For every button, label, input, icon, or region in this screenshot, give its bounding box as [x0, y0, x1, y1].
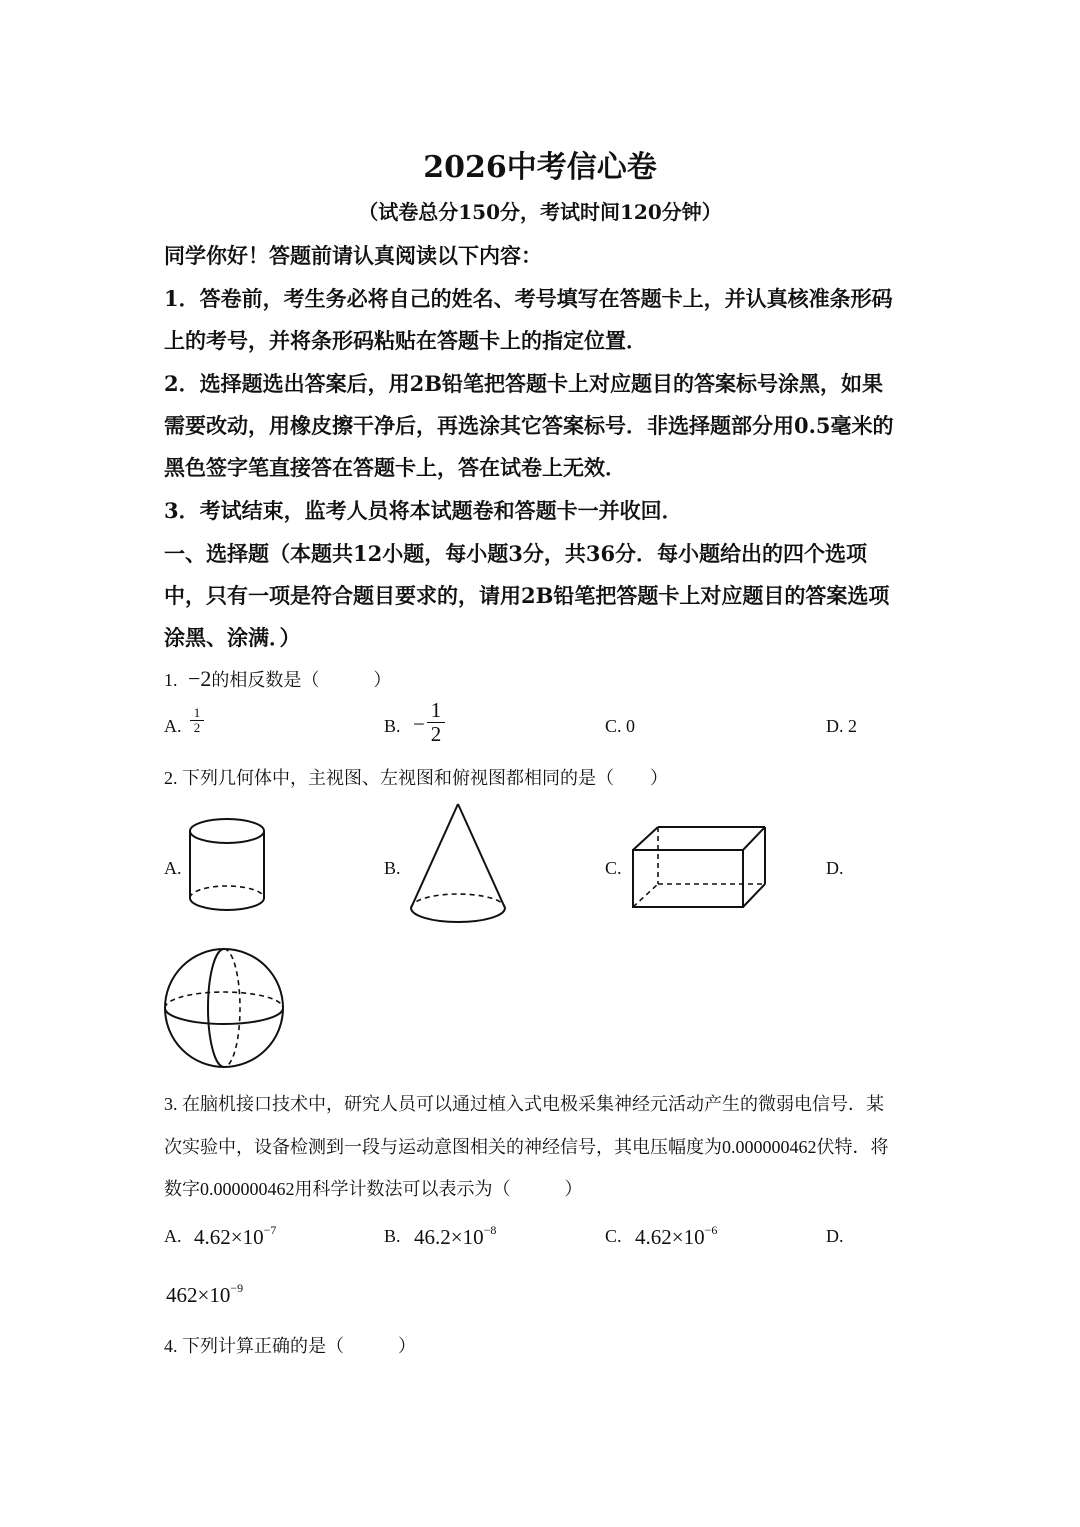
q3-option-d-label[interactable]: D. [826, 1226, 844, 1246]
q3-option-c-value: $4.62\times 10^{-6}$ [635, 1223, 718, 1249]
cone-icon [406, 800, 510, 928]
q2-option-a-label[interactable]: A. [164, 858, 182, 878]
section-1-heading-line-3: 涂黑、涂满．） [164, 625, 301, 650]
instructions-greeting: 同学你好！答题前请认真阅读以下内容： [164, 243, 542, 268]
page-subtitle: （试卷总分150分，考试时间120分钟） [358, 200, 722, 224]
sphere-icon [160, 946, 288, 1070]
q3-option-b-label[interactable]: B. [384, 1226, 401, 1246]
instruction-item-1-line-1: 1．答卷前，考生务必将自己的姓名、考号填写在答题卡上，并认真核准条形码 [164, 286, 893, 311]
question-3-line-3: 数字0.000000462用科学计数法可以表示为（ ） [164, 1179, 583, 1199]
q3-option-a-value: $4.62\times 10^{-7}$ [194, 1223, 277, 1249]
question-3-line-1: 3. 在脑机接口技术中，研究人员可以通过植入式电极采集神经元活动产生的微弱电信号．某 [164, 1094, 884, 1114]
section-1-heading-line-1: 一、选择题（本题共12小题，每小题3分，共36分．每小题给出的四个选项 [164, 541, 868, 566]
q1-option-d[interactable]: D. 2 [826, 716, 857, 736]
question-1-stem: 的相反数是（ ） [211, 670, 392, 690]
instruction-item-3: 3．考试结束，监考人员将本试题卷和答题卡一并收回． [164, 498, 683, 523]
question-2-stem: 2. 下列几何体中，主视图、左视图和俯视图都相同的是（ ） [164, 768, 668, 788]
q1-option-a-label[interactable]: A. [164, 716, 182, 736]
instruction-item-1-line-2: 上的考号，并将条形码粘贴在答题卡上的指定位置． [164, 328, 647, 353]
q3-option-d-value: $462\times 10^{-9}$ [166, 1281, 244, 1307]
section-1-heading-line-2: 中，只有一项是符合题目要求的，请用2B铅笔把答题卡上对应题目的答案选项 [164, 583, 890, 608]
q1-option-a-fraction: 1 2 [190, 706, 204, 736]
page-title: 2026中考信心卷 [423, 150, 657, 185]
cylinder-icon [186, 812, 268, 918]
instruction-item-2-line-3: 黑色签字笔直接答在答题卡上，答在试卷上无效． [164, 455, 626, 480]
cuboid-icon [628, 822, 770, 912]
question-1 [164, 666, 391, 692]
q2-option-c-label[interactable]: C. [605, 858, 622, 878]
q1-option-b-label[interactable]: B. [384, 716, 401, 736]
question-4-stem: 4. 下列计算正确的是（ ） [164, 1336, 416, 1356]
q2-option-d-label[interactable]: D. [826, 858, 844, 878]
q1-option-c[interactable]: C. 0 [605, 716, 636, 736]
question-3-line-2: 次实验中，设备检测到一段与运动意图相关的神经信号，其电压幅度为0.000000462伏特．将 [164, 1137, 889, 1157]
q3-option-a-label[interactable]: A. [164, 1226, 182, 1246]
question-1-number: 1. [164, 670, 178, 690]
q1-option-b-fraction: 1 2 [427, 699, 445, 746]
q2-option-b-label[interactable]: B. [384, 858, 401, 878]
q1-option-b-sign: − [413, 712, 425, 736]
question-1-value: −2 [188, 666, 212, 691]
q3-option-b-value: $46.2\times 10^{-8}$ [414, 1223, 497, 1249]
q3-option-c-label[interactable]: C. [605, 1226, 622, 1246]
instruction-item-2-line-1: 2．选择题选出答案后，用2B铅笔把答题卡上对应题目的答案标号涂黑，如果 [164, 371, 883, 396]
instruction-item-2-line-2: 需要改动，用橡皮擦干净后，再选涂其它答案标号．非选择题部分用0.5毫米的 [164, 413, 894, 438]
